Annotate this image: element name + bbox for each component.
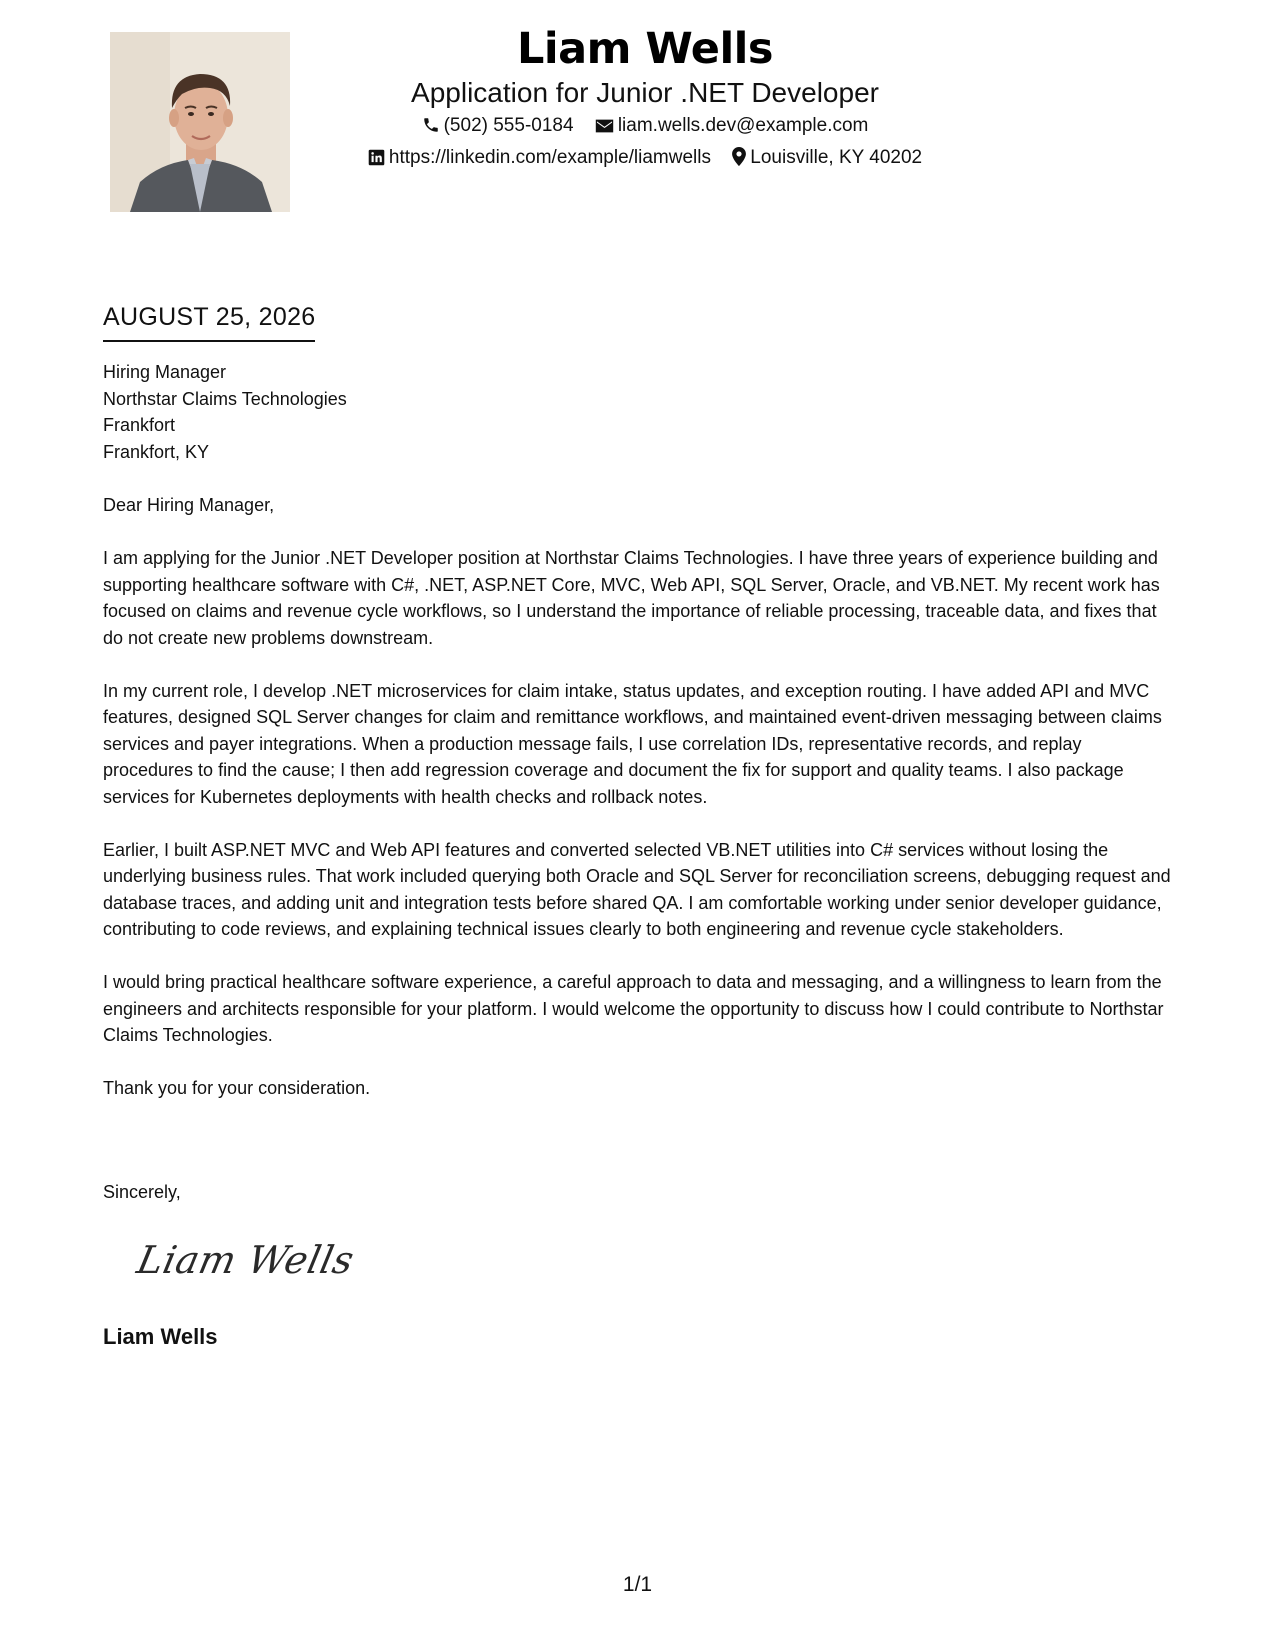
body-paragraph: I would bring practical healthcare software experience, a careful approach to data and messaging, and a willingness to learn from the engineers and architects responsible for your platform. I would welcome the opportunity to discuss how I could contribute to Northstar Claims Technologies.: [103, 972, 1164, 1045]
location-text: Louisville, KY 40202: [750, 147, 923, 168]
linkedin-icon: [368, 149, 385, 166]
contact-location: [732, 142, 922, 174]
contact-phone: [422, 110, 574, 142]
page-number: 1/1: [622, 1573, 653, 1596]
recipient-line: Hiring Manager: [103, 362, 227, 382]
body-paragraph: I am applying for the Junior .NET Developer position at Northstar Claims Technologies. I have three years of experience building and supporting healthcare software with C#, .NET, ASP.NET Core, MVC, Web API, SQL Server, Oracle, and VB.NET. My recent work has focused on claims and revenue cycle workflows, so I understand the importance of reliable processing, traceable data, and fixes that do not create new problems downstream.: [103, 548, 1160, 648]
envelope-icon: [595, 118, 614, 134]
letter-date: AUGUST 25, 2026: [103, 300, 315, 342]
contact-line-2: [300, 142, 990, 174]
linkedin-url[interactable]: https://linkedin.com/example/liamwells: [388, 147, 711, 168]
recipient-line: Northstar Claims Technologies: [103, 388, 347, 409]
email-address[interactable]: liam.wells.dev@example.com: [617, 115, 869, 136]
recipient-line: Frankfort: [103, 415, 176, 435]
signer-name: Liam Wells: [103, 1324, 218, 1349]
application-title: Application for Junior .NET Developer: [411, 77, 879, 108]
letter-body: [103, 492, 1175, 1128]
body-paragraph: Earlier, I built ASP.NET MVC and Web API features and converted selected VB.NET utilities into C# services without losing the underlying business rules. That work included querying both Oracle and SQL Server for reconciliation screens, debugging request and database traces, and adding unit and integration tests before shared QA. I am comfortable working under senior developer guidance, contributing to code reviews, and explaining technical issues clearly to both engineering and revenue cycle stakeholders.: [103, 839, 1171, 939]
contact-email[interactable]: [595, 110, 869, 142]
closing: Sincerely,: [103, 1182, 181, 1202]
letter-header: [300, 22, 990, 174]
contact-linkedin[interactable]: [368, 142, 711, 174]
phone-icon: [422, 116, 440, 134]
salutation: Dear Hiring Manager,: [103, 495, 275, 515]
recipient-block: [103, 359, 347, 465]
handwritten-signature: Liam Wells: [133, 1238, 359, 1282]
phone-number: (502) 555-0184: [443, 115, 574, 136]
recipient-line: Frankfort, KY: [103, 441, 210, 462]
applicant-name: Liam Wells: [516, 24, 774, 74]
body-paragraph: In my current role, I develop .NET microservices for claim intake, status updates, and exception routing. I have added API and MVC features, designed SQL Server changes for claim and remittance workflows, and maintained event-driven messaging between claims services and payer integrations. When a production message fails, I use correlation IDs, representative records, and replay procedures to find the cause; I then add regression coverage and document the fix for support and quality teams. I also package services for Kubernetes deployments with health checks and rollback notes.: [103, 680, 1162, 807]
map-pin-icon: [732, 147, 746, 166]
contact-line-1: [300, 110, 990, 142]
thank-you-line: Thank you for your consideration.: [103, 1078, 371, 1098]
profile-photo: [110, 32, 290, 212]
